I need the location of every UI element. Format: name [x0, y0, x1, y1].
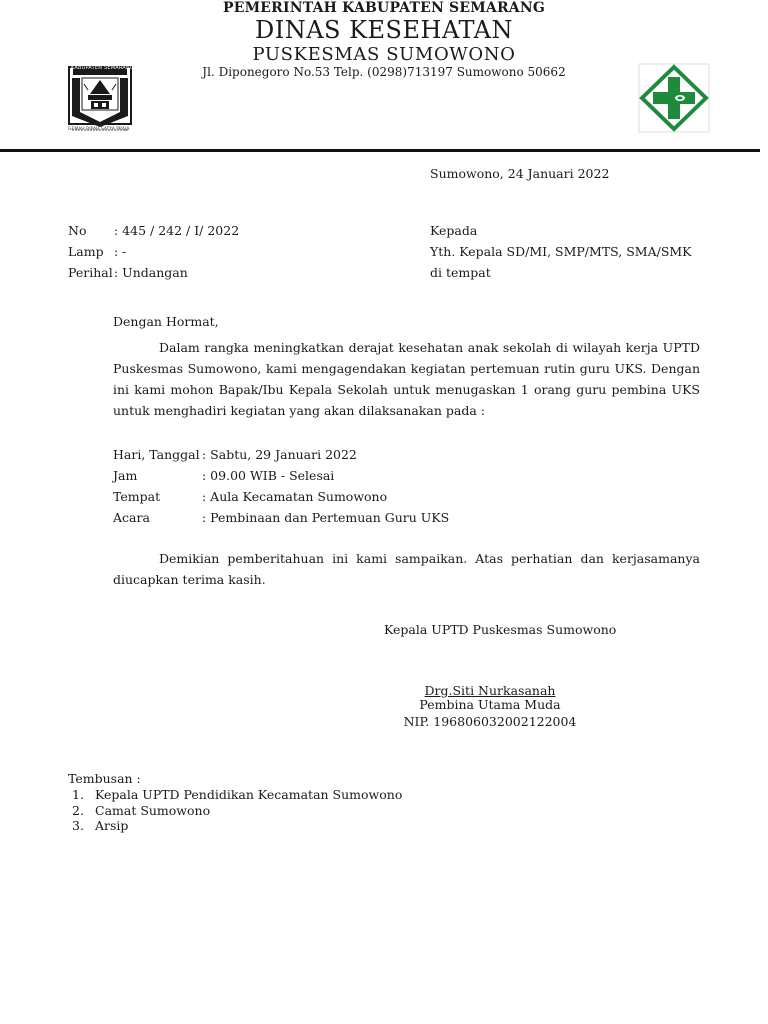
office-address: Jl. Diponegoro No.53 Telp. (0298)713197 Sumowono 50662 — [202, 65, 566, 79]
greeting: Dengan Hormat, — [113, 314, 219, 329]
meta-value-subject: : Undangan — [114, 265, 188, 280]
unit-name: PUSKESMAS SUMOWONO — [252, 44, 516, 65]
kabupaten-semarang-emblem — [68, 64, 132, 134]
emblem-motto-text: GEMAH RIPAH SATYA PRAJA — [68, 127, 130, 132]
cc-item-number: 3. — [72, 818, 84, 833]
event-value-place: : Aula Kecamatan Sumowono — [202, 489, 388, 504]
event-value-time: : 09.00 WIB - Selesai — [202, 468, 335, 483]
event-label-agenda: Acara — [113, 510, 150, 525]
cc-item-text: Camat Sumowono — [95, 803, 211, 818]
signatory-rank: Pembina Utama Muda — [419, 697, 561, 712]
event-value-date: : Sabtu, 29 Januari 2022 — [202, 447, 357, 462]
recipient-name: Yth. Kepala SD/MI, SMP/MTS, SMA/SMK — [430, 244, 692, 259]
event-label-time: Jam — [113, 468, 138, 483]
cc-item-number: 2. — [72, 803, 84, 818]
closing-paragraph: Demikian pemberitahuan ini kami sampaikan. Atas perhatian dan kerjasamanya diucapkan terima kasih. — [113, 551, 700, 587]
recipient-location: di tempat — [430, 265, 491, 280]
event-value-agenda: : Pembinaan dan Pertemuan Guru UKS — [202, 510, 450, 525]
place-date: Sumowono, 24 Januari 2022 — [430, 166, 610, 181]
meta-label-attachment: Lamp — [68, 244, 104, 259]
body-paragraph: Dalam rangka meningkatkan derajat kesehatan anak sekolah di wilayah kerja UPTD Puskesmas Sumowono, kami mengagendakan kegiatan pertemuan rutin guru UKS. Dengan ini kami mohon Bapak/Ibu Kepala Sekolah untuk menugaskan 1 orang guru pembina UKS untuk menghadiri kegiatan yang akan dilaksanakan pada : — [113, 340, 700, 418]
cc-item-text: Arsip — [95, 818, 129, 833]
recipient-to: Kepada — [430, 223, 478, 238]
meta-label-number: No — [68, 223, 87, 238]
puskesmas-cross-logo — [638, 63, 710, 133]
cc-item-text: Kepala UPTD Pendidikan Kecamatan Sumowono — [95, 787, 403, 802]
meta-value-number: : 445 / 242 / I/ 2022 — [114, 223, 240, 238]
signatory-title: Kepala UPTD Puskesmas Sumowono — [384, 622, 617, 637]
meta-value-attachment: : - — [114, 244, 127, 259]
event-label-date: Hari, Tanggal — [113, 447, 200, 462]
event-label-place: Tempat — [113, 489, 161, 504]
emblem-top-text: KABUPATEN SEMARANG — [71, 65, 134, 71]
office-name: DINAS KESEHATAN — [254, 16, 513, 44]
signatory-name: Drg.Siti Nurkasanah — [424, 683, 556, 698]
cc-label: Tembusan : — [68, 771, 141, 786]
signatory-nip: NIP. 196806032002122004 — [403, 714, 577, 729]
meta-label-subject: Perihal — [68, 265, 113, 280]
cc-item-number: 1. — [72, 787, 84, 802]
letterhead-divider — [0, 149, 760, 152]
government-name: PEMERINTAH KABUPATEN SEMARANG — [222, 0, 546, 16]
